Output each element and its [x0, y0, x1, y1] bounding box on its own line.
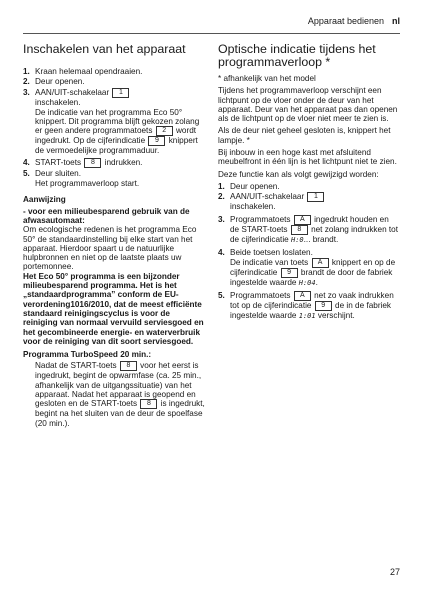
step-text: verschijnt.	[317, 311, 355, 321]
key-symbol: 8	[84, 158, 101, 168]
key-symbol: 8	[291, 225, 308, 235]
step-5	[23, 169, 205, 178]
switch-on-steps-cont	[23, 158, 205, 178]
paragraph-4: Deze functie kan als volgt gewijzigd worden:	[218, 169, 379, 179]
key-symbol: 2	[156, 126, 173, 136]
step-3	[23, 88, 205, 107]
hint-bold: Het Eco 50° programma is een bijzonder milieubesparend programma. Het is het „standaardprogramma” conform de EU-verordening1016/2010, dat de meest efficiënte standaard reinigingscyclus is voor de reiniging van normaal vervuild serviesgoed en het gecombineerde energie- en waterverbruik voor de reiniging van dit soort serviesgoed.	[23, 271, 204, 346]
header-rule	[23, 33, 400, 34]
detail-text: brandt de door de fabriek ingestelde waarde	[230, 268, 393, 288]
change-steps-cont	[218, 291, 400, 321]
key-symbol: 9	[281, 268, 298, 278]
key-symbol: 8	[120, 361, 137, 371]
segment-display-value: H:0	[291, 235, 304, 244]
key-symbol: 9	[148, 136, 165, 146]
segment-display-value: 1:01	[298, 312, 316, 321]
step-text: net zo vaak indrukken tot op de cijferindicatie	[230, 291, 394, 311]
step-text: Programmatoets	[230, 291, 291, 301]
step-4	[218, 248, 400, 257]
detail-text: wordt ingedrukt. Op de cijferindicatie	[35, 126, 197, 146]
header-lang: nl	[392, 16, 400, 26]
step-num: 5.	[218, 291, 225, 301]
step-text: de in de fabriek ingestelde waarde	[230, 301, 392, 321]
step-num: 3.	[218, 214, 225, 224]
left-title: Inschakelen van het apparaat	[23, 42, 186, 56]
step-num: 5.	[23, 168, 30, 178]
step-5	[218, 291, 400, 321]
step-1	[218, 182, 400, 191]
turbo-text: is ingedrukt, begint na het sluiten van de deur de spoelfase (20 min.).	[35, 399, 205, 428]
step-text: AAN/UIT-schakelaar	[35, 87, 110, 97]
step-num: 3.	[23, 87, 30, 97]
step-text: indrukken.	[104, 157, 143, 167]
key-symbol: A	[294, 215, 311, 225]
hint-title: Aanwijzing	[23, 195, 66, 205]
key-symbol: 9	[315, 301, 332, 311]
detail-text: De indicatie van het programma Eco 50° knippert. Dit programma blijft gekozen zolang er geen andere programmatoets	[35, 107, 200, 136]
running-header	[308, 17, 400, 26]
step-text: Deur openen.	[230, 181, 280, 191]
footnote: * afhankelijk van het model	[218, 74, 316, 83]
step-4-detail	[218, 258, 400, 288]
key-symbol: 8	[140, 399, 157, 409]
step-5-detail: Het programmaverloop start.	[35, 179, 140, 189]
step-text: Programmatoets	[230, 214, 291, 224]
step-num: 1.	[23, 67, 30, 76]
hint-body: Om ecologische redenen is het programma Eco 50° de standaardinstelling bij elke start van het apparaat. Hierdoor spaart u de natuurlijke hulpbronnen en niet op de laatste plaats uw portemonnee.	[23, 225, 197, 272]
step-text: inschakelen.	[35, 97, 81, 107]
key-symbol: 1	[307, 192, 324, 202]
step-text: START-toets	[35, 157, 82, 167]
step-2	[23, 77, 205, 86]
turbo-text: voor het eerst is ingedrukt, begint de opwarmfase (ca. 25 min., afhankelijk van de uitgangssituatie) van het apparaat. Nadat het apparaat is geopend en gesloten en de START-toets	[35, 361, 202, 409]
step-3-detail	[23, 108, 205, 156]
step-3	[218, 215, 400, 245]
detail-text: De indicatie van toets	[230, 258, 309, 268]
right-title: Optische indicatie tijdens het programmaverloop *	[218, 42, 376, 69]
step-text: Deur openen.	[35, 77, 85, 87]
header-section: Apparaat bedienen	[307, 16, 384, 26]
step-2	[218, 192, 400, 211]
hint-intro: - voor een milieubesparend gebruik van de afwasautomaat:	[23, 206, 190, 225]
step-text: inschakelen.	[230, 202, 276, 212]
left-column	[23, 43, 205, 430]
step-num: 1.	[218, 181, 225, 191]
change-steps	[218, 182, 400, 257]
step-num: 2.	[23, 77, 30, 87]
right-column	[218, 43, 400, 323]
segment-display-value: H:04	[298, 279, 316, 288]
detail-text: knippert de vermoedelijke programmaduur.	[35, 136, 198, 156]
step-num: 2.	[218, 192, 225, 202]
step-text: net zolang indrukken tot de cijferindicatie	[230, 224, 398, 244]
step-num: 4.	[23, 157, 30, 167]
paragraph-3: Bij inbouw in een hoge kast met afsluitend meubelfront in één lijn is het lichtpunt niet te zien.	[218, 148, 397, 167]
paragraph-1: Tijdens het programmaverloop verschijnt een lichtpunt op de vloer onder de deur van het apparaat. Deur van het apparaat pas dan openen als de lichtpunt op de vloer niet meer te zien is.	[218, 86, 398, 124]
step-text: Kraan helemaal opendraaien.	[35, 67, 143, 76]
step-num: 4.	[218, 247, 225, 257]
switch-on-steps	[23, 67, 205, 107]
step-text: AAN/UIT-schakelaar	[230, 192, 305, 202]
key-symbol: A	[294, 291, 311, 301]
paragraph-2: Als de deur niet geheel gesloten is, knippert het lampje. *	[218, 126, 391, 145]
step-text: Deur sluiten.	[35, 168, 81, 178]
turbo-body	[23, 361, 205, 427]
detail-text: .	[315, 278, 318, 288]
turbo-title: Programma TurboSpeed 20 min.:	[23, 350, 152, 360]
key-symbol: 1	[112, 88, 129, 98]
turbo-text: Nadat de START-toets	[35, 361, 117, 371]
step-4	[23, 158, 205, 168]
step-text: ... brandt.	[303, 234, 339, 244]
step-text: Beide toetsen loslaten.	[230, 247, 313, 257]
key-symbol: A	[312, 258, 329, 268]
page-number: 27	[389, 567, 400, 577]
step-1	[23, 67, 205, 76]
step-text: ingedrukt houden en de START-toets	[230, 214, 389, 234]
detail-text: knippert en op de cijferindicatie	[230, 258, 396, 278]
